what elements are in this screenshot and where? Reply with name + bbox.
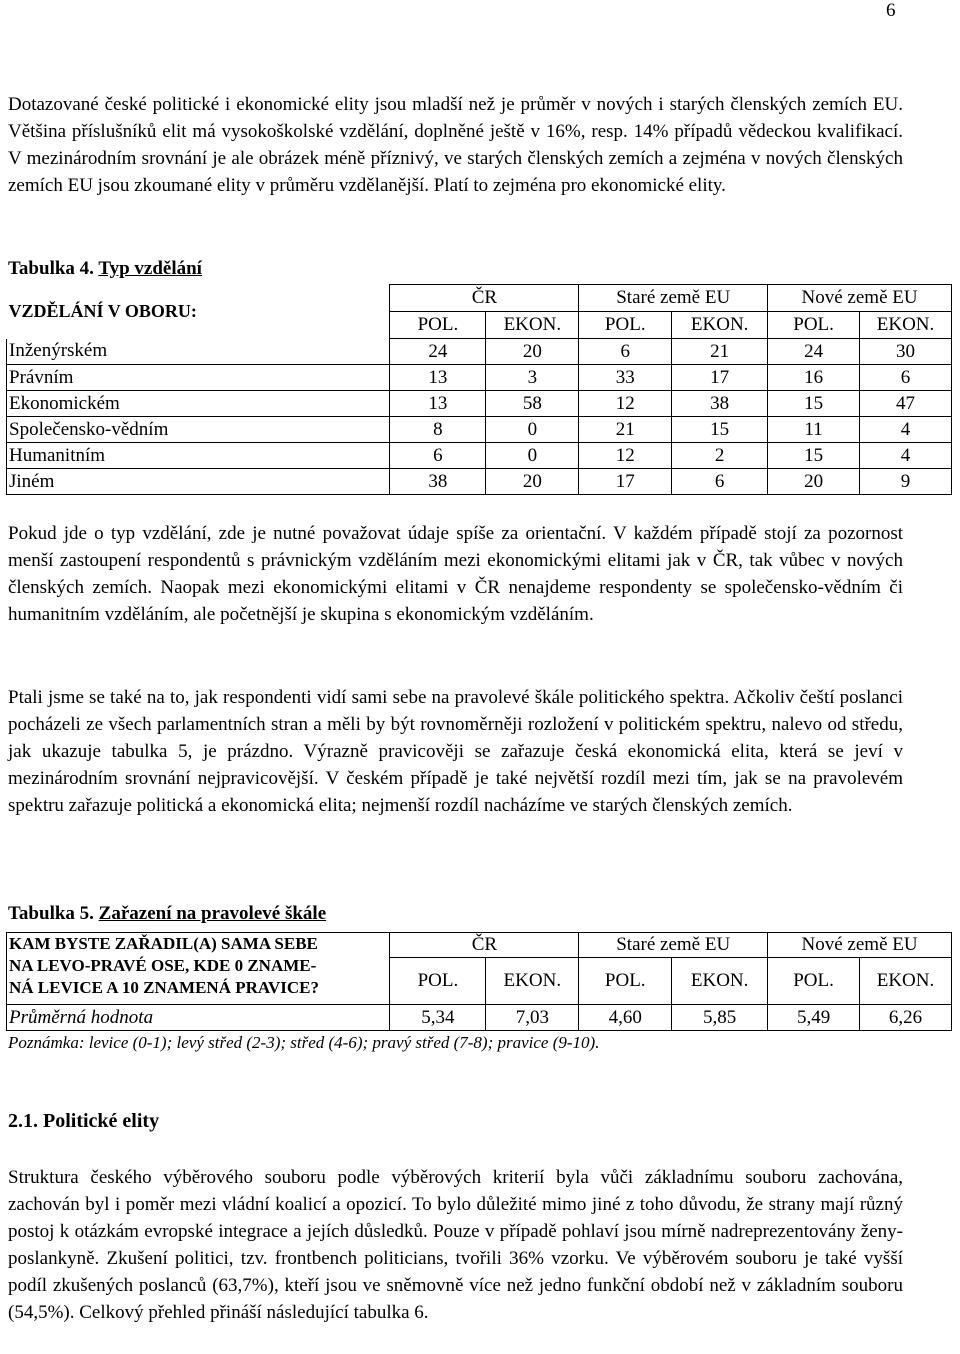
table-row [7, 391, 952, 417]
row-label: Právním [7, 365, 390, 391]
row-label: Inženýrském [7, 339, 390, 365]
table5-sub-header: POL. [579, 958, 672, 1005]
table-cell: 15 [768, 443, 860, 469]
table-cell: 7,03 [486, 1005, 579, 1031]
table5-sub-header: POL. [390, 958, 486, 1005]
table5-note: Poznámka: levice (0-1); levý střed (2-3); střed (4-6); pravý střed (7-8); pravice (9-10). [8, 1033, 600, 1052]
table-cell: 5,34 [390, 1005, 486, 1031]
table-cell: 4 [860, 443, 952, 469]
table-cell: 6 [579, 339, 672, 365]
table-cell: 38 [390, 469, 486, 495]
table-cell: 0 [486, 443, 579, 469]
table-cell: 5,85 [672, 1005, 768, 1031]
table-cell: 0 [486, 417, 579, 443]
table-cell: 9 [860, 469, 952, 495]
table-row [7, 339, 952, 365]
table4-group-cr: ČR [390, 285, 579, 312]
table-cell: 21 [672, 339, 768, 365]
table-cell: 2 [672, 443, 768, 469]
table4-group-new-eu: Nové země EU [768, 285, 952, 312]
row-label: Jiném [7, 469, 390, 495]
table-cell: 3 [486, 365, 579, 391]
table-cell: 24 [768, 339, 860, 365]
table5-group-old-eu: Staré země EU [579, 933, 768, 958]
section-heading: 2.1. Politické elity [8, 1110, 160, 1132]
table-cell: 21 [579, 417, 672, 443]
table-cell: 5,49 [768, 1005, 860, 1031]
table4-group-old-eu: Staré země EU [579, 285, 768, 312]
table-cell: 4 [860, 417, 952, 443]
table5-question-line: NÁ LEVICE A 10 ZNAMENÁ PRAVICE? [9, 978, 319, 997]
row-label: Humanitním [7, 443, 390, 469]
paragraph-education-type: Pokud jde o typ vzdělání, zde je nutné považovat údaje spíše za orientační. V každém případě stojí za pozornost menší zastoupení respondentů s právnickým vzděláním mezi ekonomickými elitami jak v ČR, tak vůbec v nových členských zemích. Naopak mezi ekonomickými elitami v ČR nenajdeme respondenty se společensko-vědním či humanitním vzděláním, ale početnější je skupina s ekonomickým vzděláním. [8, 523, 903, 625]
table5-caption-title: Zařazení na pravolevé škále [98, 903, 327, 924]
table4-sub-header: EKON. [486, 312, 579, 339]
table-cell: 15 [768, 391, 860, 417]
table-cell: 33 [579, 365, 672, 391]
table-cell: 13 [390, 391, 486, 417]
table5-caption-prefix: Tabulka 5. [8, 903, 99, 924]
table-cell: 8 [390, 417, 486, 443]
table-cell: 4,60 [579, 1005, 672, 1031]
table-cell: 20 [768, 469, 860, 495]
table5-question [7, 933, 390, 1005]
table-cell: 30 [860, 339, 952, 365]
table5-caption [8, 903, 326, 925]
paragraph-elites-age-education: Dotazované české politické i ekonomické elity jsou mladší než je průměr v nových i starých členských zemích EU. Většina příslušníků elit má vysokoškolské vzdělání, doplněné ještě v 16%, resp. 14% případů vědeckou kvalifikací. V mezinárodním srovnání je ale obrázek méně příznivý, ve starých členských zemích a zejména v nových členských zemích EU jsou zkoumané elity v průměru vzdělanější. Platí to zejména pro ekonomické elity. [8, 94, 903, 196]
table-row [7, 469, 952, 495]
table5-sub-header: EKON. [486, 958, 579, 1005]
page-number: 6 [886, 0, 896, 21]
table-row [7, 417, 952, 443]
table4-sub-header: EKON. [672, 312, 768, 339]
table-cell: 20 [486, 469, 579, 495]
table-cell: 38 [672, 391, 768, 417]
table-cell: 6 [672, 469, 768, 495]
table-cell: 12 [579, 391, 672, 417]
table-row [7, 1005, 952, 1031]
row-label: Ekonomickém [7, 391, 390, 417]
table4-sub-header: EKON. [860, 312, 952, 339]
row-label: Průměrná hodnota [7, 1005, 390, 1031]
table4-sub-header: POL. [390, 312, 486, 339]
table5-group-new-eu: Nové země EU [768, 933, 952, 958]
table-cell: 13 [390, 365, 486, 391]
row-label: Společensko-vědním [7, 417, 390, 443]
table-cell: 17 [672, 365, 768, 391]
table-cell: 11 [768, 417, 860, 443]
table5-sub-header: EKON. [860, 958, 952, 1005]
table4-caption [8, 258, 202, 280]
table4-sub-header: POL. [768, 312, 860, 339]
table-cell: 6 [860, 365, 952, 391]
table5-sub-header: POL. [768, 958, 860, 1005]
table-cell: 15 [672, 417, 768, 443]
table-left-right-scale [6, 932, 952, 1031]
table-cell: 6 [390, 443, 486, 469]
table4-caption-prefix: Tabulka 4. [8, 258, 99, 279]
table4-caption-title: Typ vzdělání [98, 258, 202, 279]
paragraph-political-elites: Struktura českého výběrového souboru podle výběrových kriterií byla vůči základnímu souboru zachována, zachován byl i poměr mezi vládní koalicí a opozicí. To bylo důležité mimo jiné z toho důvodu, že strany mají různý postoj k otázkám evropské integrace a jejích důsledků. Pouze v případě pohlaví jsou mírně nadreprezentovány ženy-poslankyně. Zkušení politici, tzv. frontbench politicians, tvořili 36% vzorku. Ve výběrovém souboru je také vyšší podíl zkušených poslanců (63,7%), kteří jsou ve sněmovně více než jedno funkční období než v základním souboru (54,5%). Celkový přehled přináší následující tabulka 6. [8, 1167, 903, 1323]
table-cell: 12 [579, 443, 672, 469]
table-cell: 17 [579, 469, 672, 495]
table5-group-cr: ČR [390, 933, 579, 958]
table4-sub-header: POL. [579, 312, 672, 339]
table-row [7, 443, 952, 469]
table-cell: 24 [390, 339, 486, 365]
paragraph-left-right-scale: Ptali jsme se také na to, jak respondenti vidí sami sebe na pravolevé škále politického spektra. Ačkoliv čeští poslanci pocházeli ze všech parlamentních stran a měli by být rovnoměrněji rozložení v politickém spektru, nalevo od středu, jak ukazuje tabulka 5, je prázdno. Výrazně pravicověji se zařazuje česká ekonomická elita, která se jeví v mezinárodním srovnání nejpravicovější. V českém případě je také největší rozdíl mezi tím, jak se na pravolevém spektru zařazuje politická a ekonomická elita; nejmenší rozdíl nacházíme ve starých členských zemích. [8, 687, 903, 816]
table-row [7, 365, 952, 391]
table4-header-label: VZDĚLÁNÍ V OBORU: [8, 300, 197, 321]
table5-question-line: KAM BYSTE ZAŘADIL(A) SAMA SEBE [9, 934, 318, 953]
table-education-type [6, 284, 952, 495]
table-cell: 6,26 [860, 1005, 952, 1031]
table-cell: 58 [486, 391, 579, 417]
table5-sub-header: EKON. [672, 958, 768, 1005]
table-cell: 16 [768, 365, 860, 391]
table-cell: 20 [486, 339, 579, 365]
table-cell: 47 [860, 391, 952, 417]
table5-question-line: NA LEVO-PRAVÉ OSE, KDE 0 ZNAME- [9, 956, 317, 975]
